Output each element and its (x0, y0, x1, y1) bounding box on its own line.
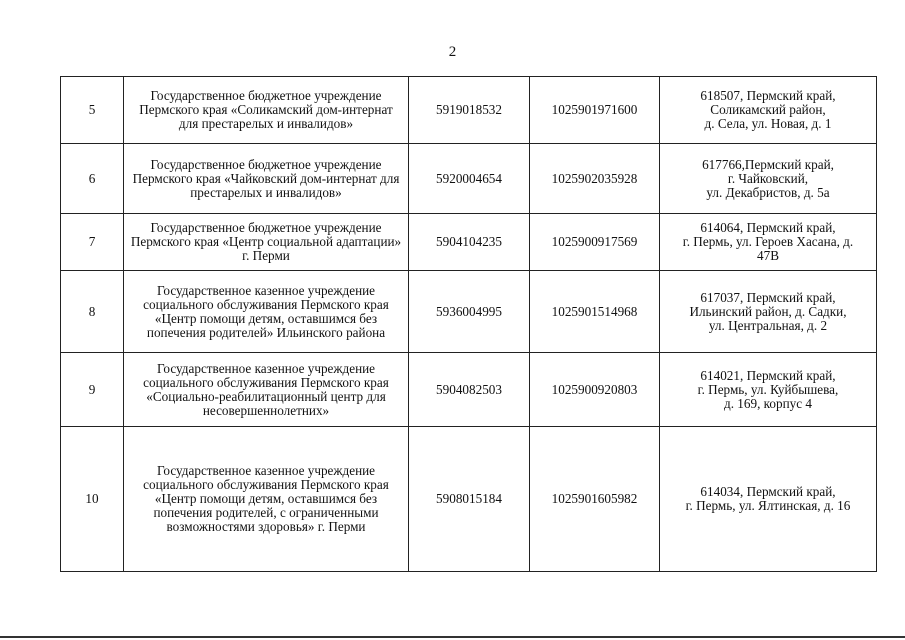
address-line: ул. Декабристов, д. 5а (706, 184, 830, 200)
row-number: 7 (61, 214, 124, 271)
address-line: 617766,Пермский край, (702, 156, 834, 172)
table-row (61, 144, 877, 214)
inn-cell: 5920004654 (409, 144, 530, 214)
inn-cell: 5904104235 (409, 214, 530, 271)
address-line: д. 169, корпус 4 (724, 395, 812, 411)
institution-name: Государственное казенное учреждение социального обслуживания Пермского края «Социально-реабилитационный центр для несовершеннолетних» (124, 353, 409, 427)
table-row (61, 353, 877, 427)
bottom-rule (0, 636, 905, 638)
table-row (61, 427, 877, 572)
row-number: 9 (61, 353, 124, 427)
address-line: 614064, Пермский край, (700, 220, 836, 235)
institution-name: Государственное казенное учреждение социального обслуживания Пермского края «Центр помощи детям, оставшимся без попечения родителей, с ограниченными возможностями здоровья» г. Перми (124, 427, 409, 572)
inn-cell: 5908015184 (409, 427, 530, 572)
table-row (61, 271, 877, 353)
inn-cell: 5919018532 (409, 77, 530, 144)
address-cell (660, 427, 877, 572)
institution-name: Государственное бюджетное учреждение Пермского края «Соликамский дом-интернат для престарелых и инвалидов» (124, 77, 409, 144)
address-line: г. Чайковский, (727, 170, 809, 186)
row-number: 10 (61, 427, 124, 572)
address-line: г. Пермь, ул. Ялтинская, д. 16 (685, 498, 851, 513)
row-number: 5 (61, 77, 124, 144)
address-line: Ильинский район, д. Садки, (689, 303, 847, 319)
ogrn-cell: 1025900920803 (530, 353, 660, 427)
address-line: 614034, Пермский край, (700, 484, 836, 499)
institution-name: Государственное бюджетное учреждение Пермского края «Центр социальной адаптации» г. Перми (124, 214, 409, 271)
ogrn-cell: 1025901971600 (530, 77, 660, 144)
institution-name: Государственное казенное учреждение социального обслуживания Пермского края «Центр помощи детям, оставшимся без попечения родителей» Ильинского района (124, 271, 409, 353)
ogrn-cell: 1025902035928 (530, 144, 660, 214)
ogrn-cell: 1025901514968 (530, 271, 660, 353)
table-row (61, 214, 877, 271)
address-line: г. Пермь, ул. Героев Хасана, д. (682, 234, 854, 249)
address-line: Соликамский район, (710, 102, 826, 117)
ogrn-cell: 1025901605982 (530, 427, 660, 572)
institutions-table (60, 76, 877, 572)
address-line: 617037, Пермский край, (700, 289, 836, 305)
inn-cell: 5904082503 (409, 353, 530, 427)
address-line: 618507, Пермский край, (700, 88, 836, 103)
address-cell (660, 271, 877, 353)
address-cell (660, 144, 877, 214)
page-number: 2 (448, 44, 457, 60)
address-line: г. Пермь, ул. Куйбышева, (697, 381, 839, 397)
row-number: 6 (61, 144, 124, 214)
inn-cell: 5936004995 (409, 271, 530, 353)
address-cell (660, 77, 877, 144)
address-line: 614021, Пермский край, (700, 367, 836, 383)
address-cell (660, 353, 877, 427)
address-cell (660, 214, 877, 271)
row-number: 8 (61, 271, 124, 353)
address-line: 47В (757, 248, 779, 263)
institution-name: Государственное бюджетное учреждение Пермского края «Чайковский дом-интернат для престарелых и инвалидов» (124, 144, 409, 214)
address-line: ул. Центральная, д. 2 (708, 317, 828, 333)
ogrn-cell: 1025900917569 (530, 214, 660, 271)
table-row (61, 77, 877, 144)
address-line: д. Села, ул. Новая, д. 1 (704, 116, 832, 131)
